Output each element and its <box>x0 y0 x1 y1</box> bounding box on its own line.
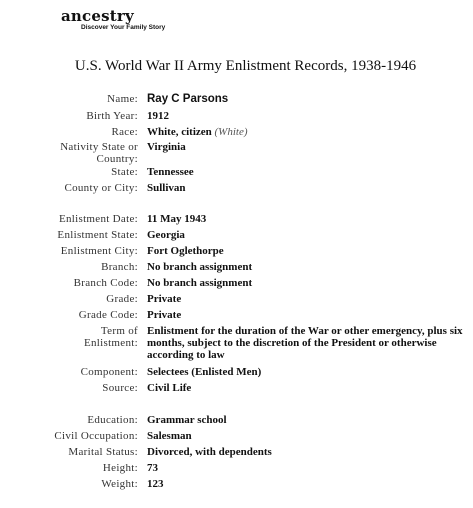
field-label: Branch: <box>101 261 138 273</box>
ancestry-logo <box>61 9 165 32</box>
field-value: 123 <box>147 478 164 490</box>
race-detail: (White) <box>214 126 248 138</box>
field-value: Virginia <box>147 141 186 153</box>
field-value: Private <box>147 309 182 321</box>
logo-tagline: Discover Your Family Story <box>81 24 166 31</box>
field-value: Salesman <box>147 430 192 442</box>
field-label: Component: <box>80 366 138 378</box>
field-value: No branch assignment <box>147 277 253 289</box>
field-label: Enlistment State: <box>57 229 138 241</box>
field-label: Grade Code: <box>78 309 138 321</box>
field-value: Tennessee <box>147 166 194 178</box>
field-value: 1912 <box>147 110 169 122</box>
field-value: Selectees (Enlisted Men) <box>147 366 262 378</box>
field-label: Term of Enlistment: <box>83 325 138 349</box>
field-value: Grammar school <box>147 414 227 426</box>
field-value: No branch assignment <box>147 261 253 273</box>
field-label: Name: <box>107 93 138 105</box>
field-label: Education: <box>87 414 138 426</box>
field-label: Grade: <box>106 293 138 305</box>
field-value: 73 <box>147 462 158 474</box>
field-value: Enlistment for the duration of the War or other emergency, plus six months, subject to the discretion of the President or otherwise according to law <box>147 325 463 361</box>
field-label: Race: <box>111 126 138 138</box>
field-value: Fort Oglethorpe <box>147 245 224 257</box>
field-label: Birth Year: <box>86 110 138 122</box>
field-value: Georgia <box>147 229 185 241</box>
logo-wordmark: ancestry <box>61 7 134 25</box>
field-value: Ray C Parsons <box>147 93 229 105</box>
field-value: Divorced, with dependents <box>147 446 272 458</box>
field-label: Weight: <box>101 478 138 490</box>
field-value: Civil Life <box>147 382 192 394</box>
race-value-text: White, citizen <box>147 126 212 138</box>
field-label: Civil Occupation: <box>54 430 138 442</box>
field-label: Enlistment Date: <box>58 213 138 225</box>
field-value: 11 May 1943 <box>147 213 207 225</box>
field-value: Sullivan <box>147 182 186 194</box>
field-label: Height: <box>102 462 138 474</box>
field-label: State: <box>111 166 138 178</box>
field-label: Source: <box>102 382 138 394</box>
field-label: Enlistment City: <box>60 245 138 257</box>
record-title: U.S. World War II Army Enlistment Records, 1938-1946 <box>74 58 417 74</box>
field-label: Nativity State or Country: <box>60 141 138 165</box>
field-label: County or City: <box>64 182 138 194</box>
field-label: Branch Code: <box>73 277 138 289</box>
field-value: Private <box>147 293 182 305</box>
field-value <box>147 126 463 138</box>
field-label: Marital Status: <box>68 446 138 458</box>
